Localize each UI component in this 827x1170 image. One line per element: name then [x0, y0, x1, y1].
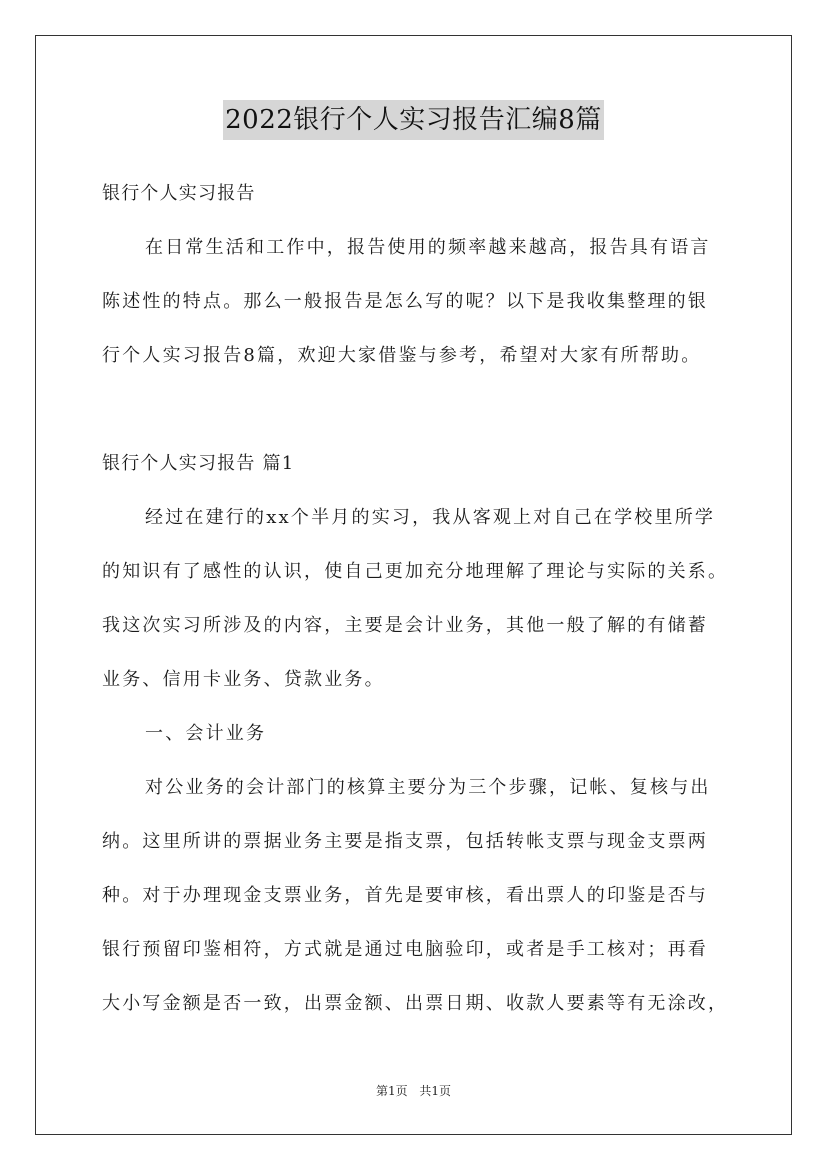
paragraph-line: 业务、信用卡业务、贷款业务。	[102, 669, 385, 690]
paragraph-line: 在日常生活和工作中，报告使用的频率越来越高，报告具有语言	[145, 237, 711, 258]
section-heading: 银行个人实习报告	[102, 183, 256, 204]
paragraph-line: 经过在建行的xx个半月的实习，我从客观上对自己在学校里所学	[145, 507, 716, 528]
paragraph-line: 银行预留印鉴相符，方式就是通过电脑验印，或者是手工核对；再看	[102, 939, 708, 960]
paragraph-line: 行个人实习报告8篇，欢迎大家借鉴与参考，希望对大家有所帮助。	[102, 345, 702, 366]
page-footer	[0, 1083, 827, 1099]
paragraph-line: 种。对于办理现金支票业务，首先是要审核，看出票人的印鉴是否与	[102, 885, 708, 906]
page-number: 第1页	[375, 1084, 408, 1098]
paragraph-line: 大小写金额是否一致，出票金额、出票日期、收款人要素等有无涂改，	[102, 993, 729, 1014]
title-container	[0, 100, 827, 140]
page-total: 共1页	[419, 1084, 452, 1098]
section-heading: 银行个人实习报告 篇1	[102, 453, 295, 474]
paragraph-line: 的知识有了感性的认识，使自己更加充分地理解了理论与实际的关系。	[102, 561, 729, 582]
document-title: 2022银行个人实习报告汇编8篇	[223, 100, 604, 140]
paragraph-line: 我这次实习所涉及的内容，主要是会计业务，其他一般了解的有储蓄	[102, 615, 708, 636]
subsection-heading: 一、会计业务	[145, 723, 267, 744]
paragraph-line: 纳。这里所讲的票据业务主要是指支票，包括转帐支票与现金支票两	[102, 831, 708, 852]
paragraph-line: 陈述性的特点。那么一般报告是怎么写的呢？以下是我收集整理的银	[102, 291, 708, 312]
paragraph-line: 对公业务的会计部门的核算主要分为三个步骤，记帐、复核与出	[145, 777, 711, 798]
